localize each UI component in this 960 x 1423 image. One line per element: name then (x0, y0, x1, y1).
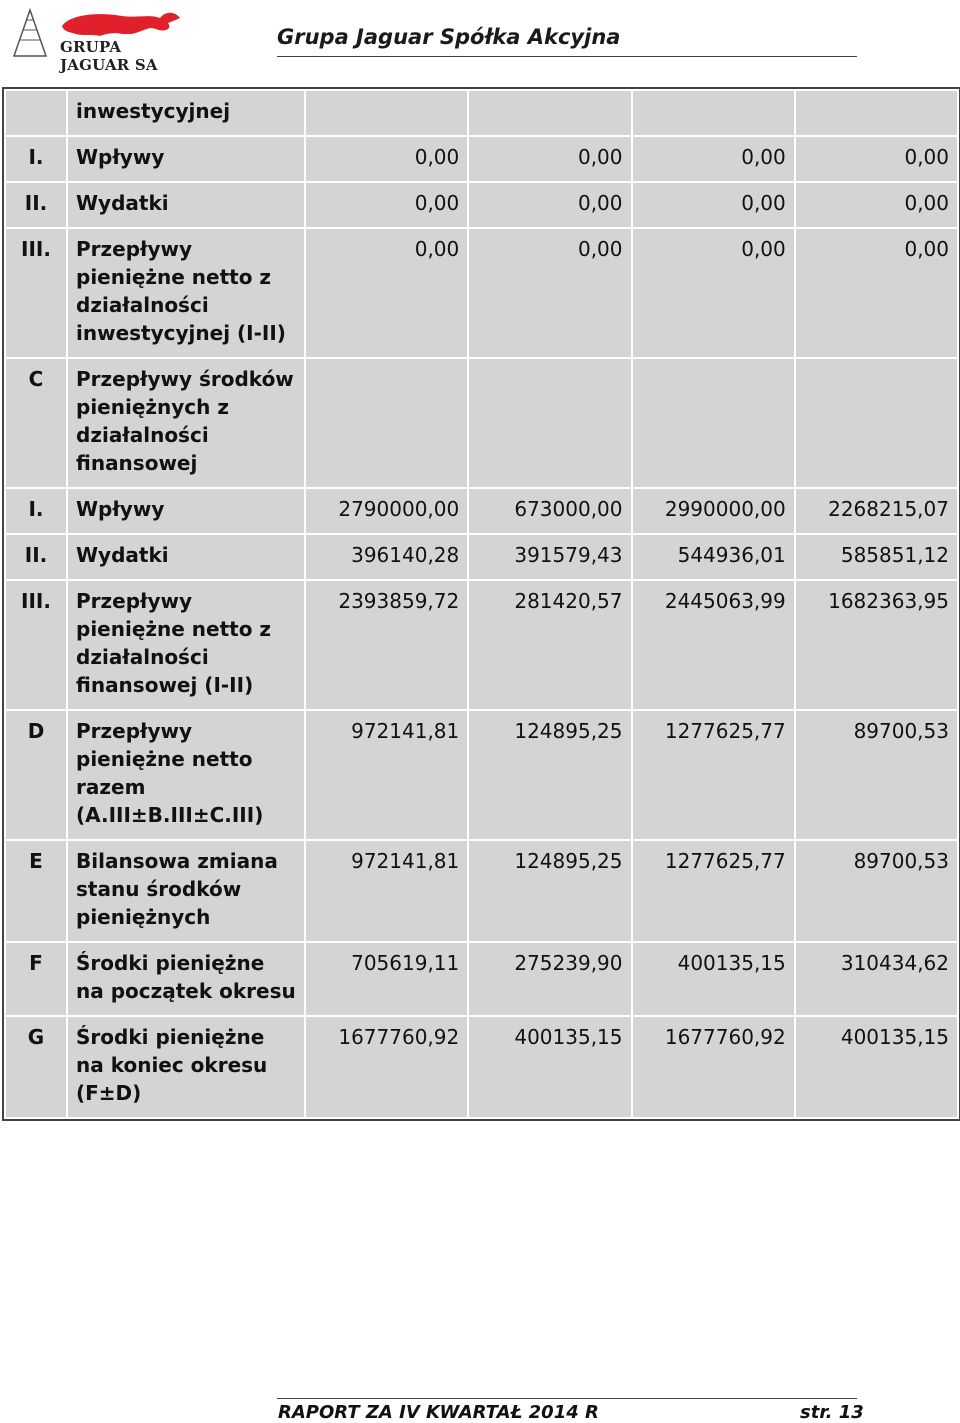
row-value: 0,00 (305, 228, 468, 358)
row-value: 2790000,00 (305, 488, 468, 534)
row-code: D (5, 710, 67, 840)
row-value: 124895,25 (468, 840, 631, 942)
row-value (305, 358, 468, 488)
row-value: 2445063,99 (632, 580, 795, 710)
page-number: str. 13 (800, 1402, 864, 1423)
row-label: Przepływy środków pieniężnych z działalności finansowej (67, 358, 305, 488)
row-code: II. (5, 534, 67, 580)
row-value: 2990000,00 (632, 488, 795, 534)
report-title: RAPORT ZA IV KWARTAŁ 2014 R (278, 1402, 599, 1423)
row-label: Przepływy pieniężne netto z działalności inwestycyjnej (I-II) (67, 228, 305, 358)
footer-divider (277, 1398, 857, 1399)
row-label: Środki pieniężne na koniec okresu (F±D) (67, 1016, 305, 1118)
row-label: Bilansowa zmiana stanu środków pieniężnych (67, 840, 305, 942)
table-row (5, 90, 958, 136)
row-value: 400135,15 (632, 942, 795, 1016)
row-value: 400135,15 (468, 1016, 631, 1118)
row-value: 0,00 (305, 136, 468, 182)
row-value: 2268215,07 (795, 488, 958, 534)
cash-flow-table (4, 89, 959, 1119)
row-value: 705619,11 (305, 942, 468, 1016)
row-value: 0,00 (795, 182, 958, 228)
table-row (5, 942, 958, 1016)
row-value (468, 90, 631, 136)
row-value: 281420,57 (468, 580, 631, 710)
row-label: Wpływy (67, 488, 305, 534)
table-row (5, 534, 958, 580)
row-value: 544936,01 (632, 534, 795, 580)
row-code: II. (5, 182, 67, 228)
header-divider (277, 56, 857, 57)
row-value (632, 90, 795, 136)
row-value: 0,00 (468, 182, 631, 228)
table-row (5, 358, 958, 488)
row-value: 0,00 (468, 136, 631, 182)
row-label: inwestycyjnej (67, 90, 305, 136)
row-value (468, 358, 631, 488)
table-row (5, 840, 958, 942)
table-row (5, 1016, 958, 1118)
row-value: 673000,00 (468, 488, 631, 534)
row-code: C (5, 358, 67, 488)
row-value: 0,00 (795, 136, 958, 182)
row-value (305, 90, 468, 136)
table-row (5, 488, 958, 534)
row-value (632, 358, 795, 488)
row-value: 1277625,77 (632, 840, 795, 942)
row-value: 275239,90 (468, 942, 631, 1016)
table-row (5, 136, 958, 182)
company-name: Grupa Jaguar Spółka Akcyjna (277, 25, 621, 49)
row-value: 1277625,77 (632, 710, 795, 840)
row-value: 89700,53 (795, 840, 958, 942)
row-value: 0,00 (632, 228, 795, 358)
row-value (795, 90, 958, 136)
row-code (5, 90, 67, 136)
row-code: I. (5, 488, 67, 534)
row-value: 396140,28 (305, 534, 468, 580)
row-value: 972141,81 (305, 840, 468, 942)
row-value: 0,00 (632, 136, 795, 182)
logo-text: GRUPA JAGUAR SA (60, 38, 158, 74)
row-value (795, 358, 958, 488)
row-value: 2393859,72 (305, 580, 468, 710)
row-value: 391579,43 (468, 534, 631, 580)
page-header (0, 0, 960, 74)
row-label: Wpływy (67, 136, 305, 182)
row-code: I. (5, 136, 67, 182)
table-row (5, 228, 958, 358)
row-label: Przepływy pieniężne netto z działalności finansowej (I-II) (67, 580, 305, 710)
row-value: 0,00 (795, 228, 958, 358)
row-value: 1677760,92 (632, 1016, 795, 1118)
row-value: 0,00 (305, 182, 468, 228)
row-label: Środki pieniężne na początek okresu (67, 942, 305, 1016)
row-value: 400135,15 (795, 1016, 958, 1118)
jaguar-logo (10, 4, 190, 74)
row-code: III. (5, 228, 67, 358)
row-value: 89700,53 (795, 710, 958, 840)
row-code: III. (5, 580, 67, 710)
row-code: E (5, 840, 67, 942)
row-value: 124895,25 (468, 710, 631, 840)
row-value: 1682363,95 (795, 580, 958, 710)
row-label: Wydatki (67, 182, 305, 228)
row-value: 1677760,92 (305, 1016, 468, 1118)
row-value: 0,00 (468, 228, 631, 358)
row-code: F (5, 942, 67, 1016)
row-value: 585851,12 (795, 534, 958, 580)
row-value: 310434,62 (795, 942, 958, 1016)
row-code: G (5, 1016, 67, 1118)
row-value: 0,00 (632, 182, 795, 228)
row-value: 972141,81 (305, 710, 468, 840)
row-label: Przepływy pieniężne netto razem (A.III±B.III±C.III) (67, 710, 305, 840)
table-row (5, 580, 958, 710)
row-label: Wydatki (67, 534, 305, 580)
table-row (5, 182, 958, 228)
table-row (5, 710, 958, 840)
